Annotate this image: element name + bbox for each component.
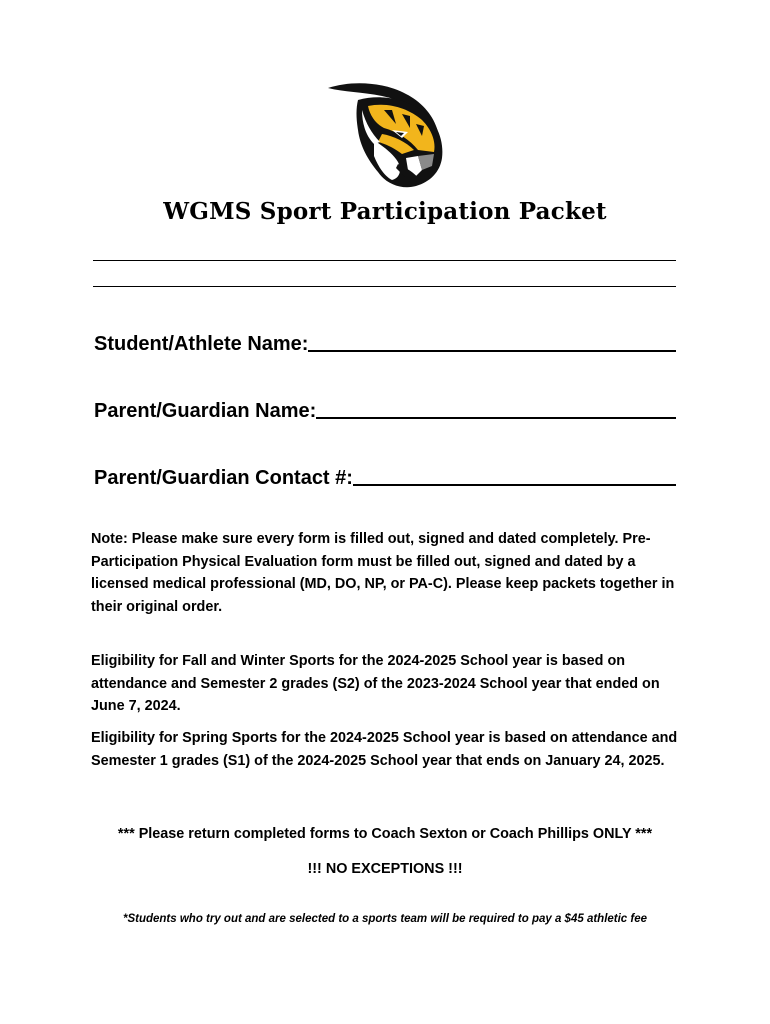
- title-divider: [93, 260, 676, 261]
- parent-guardian-name-field[interactable]: [94, 395, 676, 423]
- parent-guardian-name-blank[interactable]: [316, 417, 676, 419]
- fall-winter-eligibility: Eligibility for Fall and Winter Sports for the 2024-2025 School year is based on attendance and Semester 2 grades (S2) of the 2023-2024 School year that ended on June 7, 2024.: [91, 653, 660, 714]
- student-athlete-name-field[interactable]: [94, 328, 676, 356]
- packet-note: Note: Please make sure every form is filled out, signed and dated completely. Pre-Participation Physical Evaluation form must be filled out, signed and dated by a licensed medical professional (MD, DO, NP, or PA-C). Please keep packets together in their original order.: [91, 531, 675, 615]
- page-title: WGMS Sport Participation Packet: [163, 198, 607, 225]
- parent-guardian-contact-field[interactable]: [94, 462, 676, 490]
- parent-guardian-name-label: Parent/Guardian Name:: [94, 400, 317, 422]
- student-athlete-name-label: Student/Athlete Name:: [94, 333, 309, 355]
- return-forms-instruction: *** Please return completed forms to Coach Sexton or Coach Phillips ONLY ***: [117, 826, 653, 842]
- spring-eligibility: Eligibility for Spring Sports for the 2024-2025 School year is based on attendance and Semester 1 grades (S1) of the 2024-2025 School year that ends on January 24, 2025.: [91, 730, 678, 769]
- athletic-fee-note: *Students who try out and are selected to a sports team will be required to pay a $45 athletic fee: [122, 913, 648, 925]
- title-divider: [93, 286, 676, 287]
- no-exceptions-notice: !!! NO EXCEPTIONS !!!: [307, 861, 463, 877]
- parent-guardian-contact-label: Parent/Guardian Contact #:: [94, 467, 353, 489]
- parent-guardian-contact-blank[interactable]: [353, 484, 676, 486]
- student-athlete-name-blank[interactable]: [308, 350, 676, 352]
- tiger-mascot-logo: [322, 80, 448, 190]
